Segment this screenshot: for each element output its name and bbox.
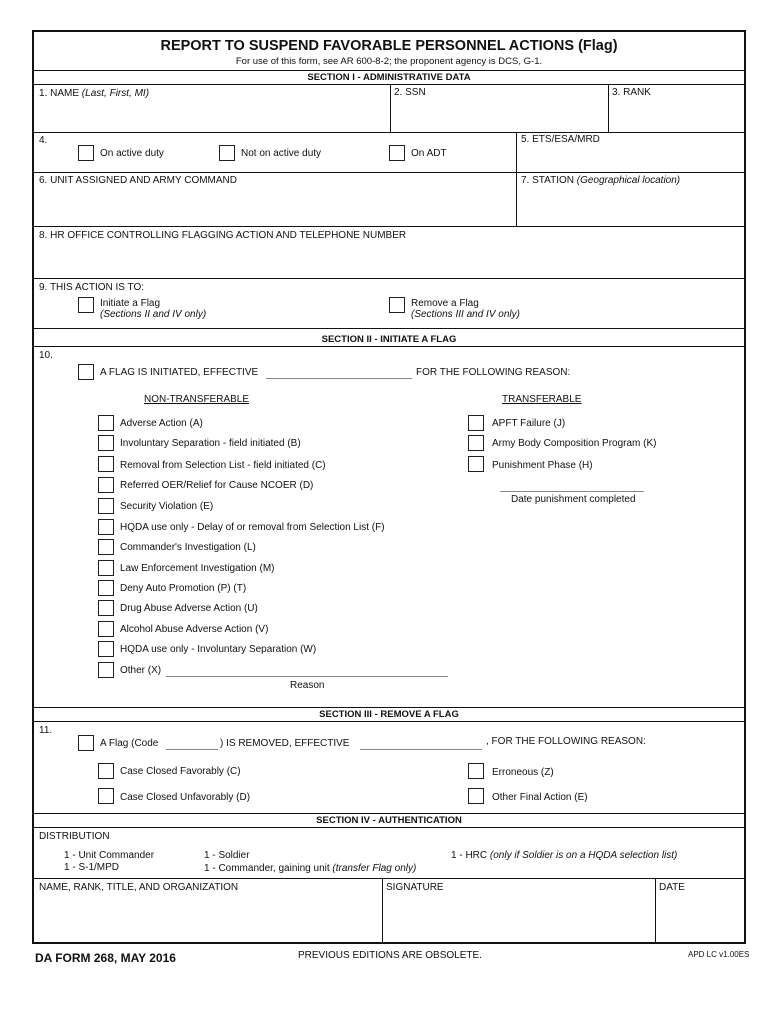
form-title: REPORT TO SUSPEND FAVORABLE PERSONNEL ACTIONS (Flag) [160, 38, 618, 54]
flag-code-field[interactable] [166, 749, 218, 750]
rank-field[interactable] [612, 98, 742, 128]
reason-checkbox-b[interactable] [98, 435, 114, 451]
section-3-header: SECTION III - REMOVE A FLAG [319, 709, 459, 720]
case-closed-favorably-label: Case Closed Favorably (C) [120, 766, 241, 777]
form-id: DA FORM 268, MAY 2016 [35, 951, 176, 965]
flag-report-form [32, 30, 746, 944]
dist-soldier: 1 - Soldier [204, 850, 250, 861]
action-label: 9. THIS ACTION IS TO: [39, 282, 145, 293]
reason-label-k: Army Body Composition Program (K) [492, 438, 657, 449]
non-transferable-header: NON-TRANSFERABLE [144, 394, 250, 405]
date-punishment-completed-label: Date punishment completed [511, 494, 636, 505]
removal-effective-date-field[interactable] [360, 749, 482, 750]
reason-caption: Reason [290, 680, 325, 691]
reason-checkbox-x[interactable] [98, 662, 114, 678]
signature-field[interactable] [386, 896, 651, 942]
remove-flag-hint: (Sections III and IV only) [411, 309, 520, 320]
section-4-header: SECTION IV - AUTHENTICATION [316, 815, 462, 826]
flag-removed-text: ) IS REMOVED, EFFECTIVE [220, 738, 350, 749]
name-field[interactable] [36, 98, 386, 128]
case-closed-unfavorably-checkbox[interactable] [98, 788, 114, 804]
reason-checkbox-e[interactable] [98, 498, 114, 514]
on-active-duty-label: On active duty [100, 148, 164, 159]
initiate-flag-hint: (Sections II and IV only) [100, 309, 207, 320]
erroneous-label: Erroneous (Z) [492, 767, 554, 778]
dist-s1: 1 - S-1/MPD [64, 862, 120, 873]
reason-checkbox-f[interactable] [98, 519, 114, 535]
reason-checkbox-v[interactable] [98, 621, 114, 637]
dist-unit-commander: 1 - Unit Commander [64, 850, 155, 861]
not-on-active-duty-label: Not on active duty [241, 148, 322, 159]
station-label: 7. STATION (Geographical location) [521, 175, 681, 186]
reason-label-e: Security Violation (E) [120, 501, 214, 512]
not-on-active-duty-checkbox[interactable] [219, 145, 235, 161]
reason-label-b: Involuntary Separation - field initiated (B) [120, 438, 301, 449]
flag-initiated-checkbox[interactable] [78, 364, 94, 380]
on-adt-label: On ADT [411, 148, 447, 159]
reason-checkbox-d[interactable] [98, 477, 114, 493]
name-rank-field[interactable] [36, 896, 378, 942]
reason-label-j: APFT Failure (J) [492, 418, 566, 429]
reason-label-u: Drug Abuse Adverse Action (U) [120, 603, 258, 614]
flag-removed-checkbox[interactable] [78, 735, 94, 751]
other-final-action-checkbox[interactable] [468, 788, 484, 804]
date-punishment-completed-field[interactable] [500, 491, 644, 492]
obsolete-notice: PREVIOUS EDITIONS ARE OBSOLETE. [298, 950, 482, 961]
reason-checkbox-k[interactable] [468, 435, 484, 451]
reason-label-h: Punishment Phase (H) [492, 460, 593, 471]
flag-initiated-text: A FLAG IS INITIATED, EFFECTIVE [100, 367, 259, 378]
reason-label-c: Removal from Selection List - field initiated (C) [120, 460, 326, 471]
dist-commander-gaining: 1 - Commander, gaining unit (transfer Flag only) [204, 863, 417, 874]
section-2-header: SECTION II - INITIATE A FLAG [321, 334, 457, 345]
initiate-flag-label: Initiate a Flag [100, 298, 161, 309]
date-label: DATE [659, 882, 685, 893]
reason-checkbox-h[interactable] [468, 456, 484, 472]
transferable-header: TRANSFERABLE [502, 394, 582, 405]
reason-label-l: Commander's Investigation (L) [120, 542, 256, 553]
rank-label: 3. RANK [612, 87, 651, 98]
reason-label-d: Referred OER/Relief for Cause NCOER (D) [120, 480, 314, 491]
dist-hrc: 1 - HRC (only if Soldier is on a HQDA selection list) [451, 850, 678, 861]
unit-field[interactable] [36, 188, 512, 224]
remove-flag-checkbox[interactable] [389, 297, 405, 313]
reason-checkbox-j[interactable] [468, 415, 484, 431]
initiate-reason-text: FOR THE FOLLOWING REASON: [416, 367, 571, 378]
ssn-field[interactable] [394, 98, 604, 128]
reason-checkbox-w[interactable] [98, 641, 114, 657]
other-final-action-label: Other Final Action (E) [492, 792, 588, 803]
item-4-label: 4. [39, 135, 48, 146]
reason-label-p: Deny Auto Promotion (P) (T) [120, 583, 247, 594]
unit-label: 6. UNIT ASSIGNED AND ARMY COMMAND [39, 175, 238, 186]
item-11-label: 11. [39, 725, 53, 736]
remove-flag-label: Remove a Flag [411, 298, 479, 309]
reason-label-a: Adverse Action (A) [120, 418, 203, 429]
reason-checkbox-c[interactable] [98, 456, 114, 472]
ssn-label: 2. SSN [394, 87, 426, 98]
item-10-label: 10. [39, 350, 53, 361]
reason-label-m: Law Enforcement Investigation (M) [120, 563, 275, 574]
reason-checkbox-u[interactable] [98, 600, 114, 616]
reason-label-w: HQDA use only - Involuntary Separation (W) [120, 644, 317, 655]
hr-office-field[interactable] [36, 244, 742, 276]
remove-reason-text: , FOR THE FOLLOWING REASON: [486, 736, 646, 747]
reason-checkbox-l[interactable] [98, 539, 114, 555]
version-label: APD LC v1.00ES [688, 950, 750, 959]
section-1-header: SECTION I - ADMINISTRATIVE DATA [307, 72, 471, 83]
reason-checkbox-p[interactable] [98, 580, 114, 596]
date-field[interactable] [659, 896, 742, 942]
reason-checkbox-m[interactable] [98, 560, 114, 576]
name-label: 1. NAME (Last, First, MI) [39, 88, 150, 99]
initiate-flag-checkbox[interactable] [78, 297, 94, 313]
ets-field[interactable] [520, 146, 742, 170]
ets-label: 5. ETS/ESA/MRD [521, 134, 600, 145]
form-subtitle: For use of this form, see AR 600-8-2; the proponent agency is DCS, G-1. [235, 56, 543, 67]
reason-label-v: Alcohol Abuse Adverse Action (V) [120, 624, 269, 635]
on-active-duty-checkbox[interactable] [78, 145, 94, 161]
on-adt-checkbox[interactable] [389, 145, 405, 161]
flag-code-text: A Flag (Code [100, 738, 159, 749]
case-closed-unfavorably-label: Case Closed Unfavorably (D) [120, 792, 251, 803]
distribution-label: DISTRIBUTION [39, 831, 110, 842]
reason-checkbox-a[interactable] [98, 415, 114, 431]
signature-label: SIGNATURE [386, 882, 444, 893]
reason-label-x: Other (X) [120, 665, 162, 676]
other-reason-field[interactable] [166, 676, 448, 677]
erroneous-checkbox[interactable] [468, 763, 484, 779]
effective-date-field[interactable] [266, 378, 412, 379]
station-field[interactable] [520, 188, 742, 224]
hr-office-label: 8. HR OFFICE CONTROLLING FLAGGING ACTION AND TELEPHONE NUMBER [39, 230, 407, 241]
reason-label-f: HQDA use only - Delay of or removal from Selection List (F) [120, 522, 385, 533]
case-closed-favorably-checkbox[interactable] [98, 763, 114, 779]
name-rank-label: NAME, RANK, TITLE, AND ORGANIZATION [39, 882, 239, 893]
